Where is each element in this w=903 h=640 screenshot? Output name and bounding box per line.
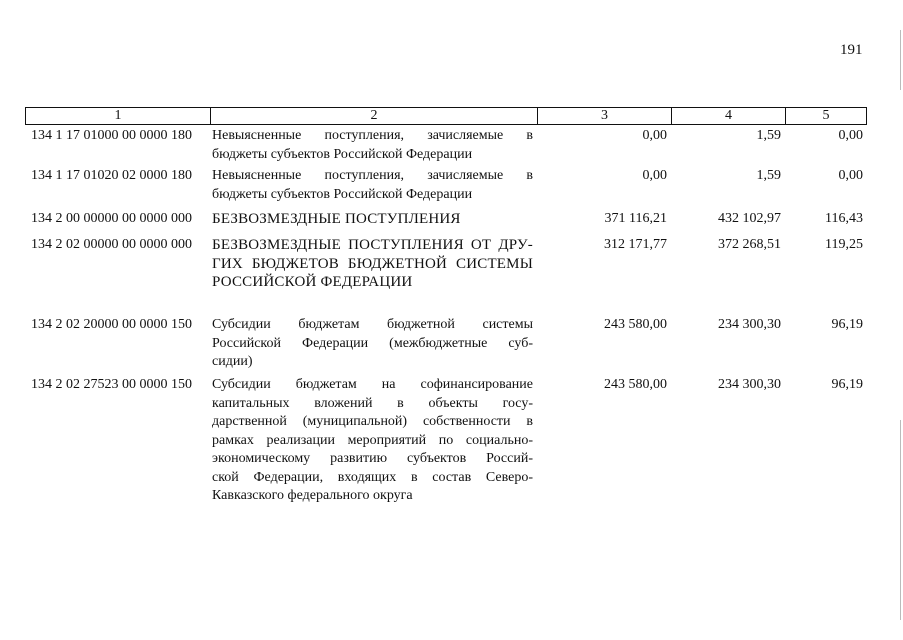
row-col-4: 1,59 bbox=[756, 168, 781, 183]
row-col-3: 243 580,00 bbox=[604, 317, 667, 332]
row-code: 134 2 02 20000 00 0000 150 bbox=[31, 317, 192, 332]
description-line: экономическому развитию субъектов Россий- bbox=[212, 451, 533, 466]
row-description bbox=[210, 127, 537, 164]
table-header bbox=[25, 107, 867, 125]
header-col-4: 4 bbox=[672, 108, 786, 124]
row-col-5: 0,00 bbox=[838, 128, 863, 143]
row-description bbox=[210, 316, 537, 372]
row-col-4: 432 102,97 bbox=[718, 211, 781, 226]
table-row bbox=[25, 210, 867, 229]
description-line: бюджеты субъектов Российской Федерации bbox=[212, 186, 473, 202]
header-col-2: 2 bbox=[211, 108, 538, 124]
row-col-3: 0,00 bbox=[642, 128, 667, 143]
header-col-5: 5 bbox=[822, 108, 830, 123]
row-col-5: 116,43 bbox=[825, 211, 863, 226]
row-description bbox=[210, 210, 537, 229]
description-line: Невыясненные поступления, зачисляемые в bbox=[212, 168, 533, 183]
description-line: сидии) bbox=[212, 354, 253, 369]
row-col-5: 96,19 bbox=[831, 377, 863, 392]
row-col-3: 312 171,77 bbox=[604, 237, 667, 252]
description-line: Субсидии бюджетам бюджетной системы bbox=[212, 317, 533, 332]
table-row bbox=[25, 236, 867, 292]
description-line: дарственной (муниципальной) собственности в bbox=[212, 414, 533, 429]
page-number: 191 bbox=[840, 42, 863, 58]
scan-edge-mark bbox=[900, 420, 901, 620]
row-description bbox=[210, 167, 537, 204]
description-line: БЕЗВОЗМЕЗДНЫЕ ПОСТУПЛЕНИЯ bbox=[212, 211, 461, 227]
row-col-5: 0,00 bbox=[838, 168, 863, 183]
header-col-3: 3 bbox=[538, 108, 672, 124]
table-row bbox=[25, 316, 867, 372]
description-line: РОССИЙСКОЙ ФЕДЕРАЦИИ bbox=[212, 274, 413, 290]
description-line: Невыясненные поступления, зачисляемые в bbox=[212, 128, 533, 143]
row-col-3: 243 580,00 bbox=[604, 377, 667, 392]
row-description bbox=[210, 236, 537, 292]
row-col-5: 96,19 bbox=[831, 317, 863, 332]
row-col-4: 234 300,30 bbox=[718, 377, 781, 392]
description-line: Кавказского федерального округа bbox=[212, 488, 413, 503]
row-col-3: 0,00 bbox=[642, 168, 667, 183]
row-code: 134 2 02 00000 00 0000 000 bbox=[31, 237, 192, 252]
description-line: Субсидии бюджетам на софинансирование bbox=[212, 377, 533, 392]
description-line: бюджеты субъектов Российской Федерации bbox=[212, 146, 473, 162]
row-col-4: 1,59 bbox=[756, 128, 781, 143]
description-line: Российской Федерации (межбюджетные суб- bbox=[212, 335, 533, 351]
table-row bbox=[25, 127, 867, 164]
table-row bbox=[25, 376, 867, 506]
row-code: 134 2 02 27523 00 0000 150 bbox=[31, 377, 192, 392]
row-col-3: 371 116,21 bbox=[604, 211, 667, 226]
scan-edge-mark bbox=[900, 30, 901, 90]
row-description bbox=[210, 376, 537, 506]
row-code: 134 1 17 01020 02 0000 180 bbox=[31, 168, 192, 183]
description-line: капитальных вложений в объекты госу- bbox=[212, 395, 533, 411]
description-line: БЕЗВОЗМЕЗДНЫЕ ПОСТУПЛЕНИЯ ОТ ДРУ- bbox=[212, 237, 533, 253]
row-code: 134 1 17 01000 00 0000 180 bbox=[31, 128, 192, 143]
row-col-4: 234 300,30 bbox=[718, 317, 781, 332]
row-col-5: 119,25 bbox=[825, 237, 863, 252]
table-row bbox=[25, 167, 867, 204]
header-col-1: 1 bbox=[26, 108, 211, 124]
description-line: ской Федерации, входящих в состав Северо- bbox=[212, 469, 533, 485]
row-code: 134 2 00 00000 00 0000 000 bbox=[31, 211, 192, 226]
row-col-4: 372 268,51 bbox=[718, 237, 781, 252]
description-line: рамках реализации мероприятий по социально- bbox=[212, 432, 533, 448]
description-line: ГИХ БЮДЖЕТОВ БЮДЖЕТНОЙ СИСТЕМЫ bbox=[212, 255, 533, 272]
